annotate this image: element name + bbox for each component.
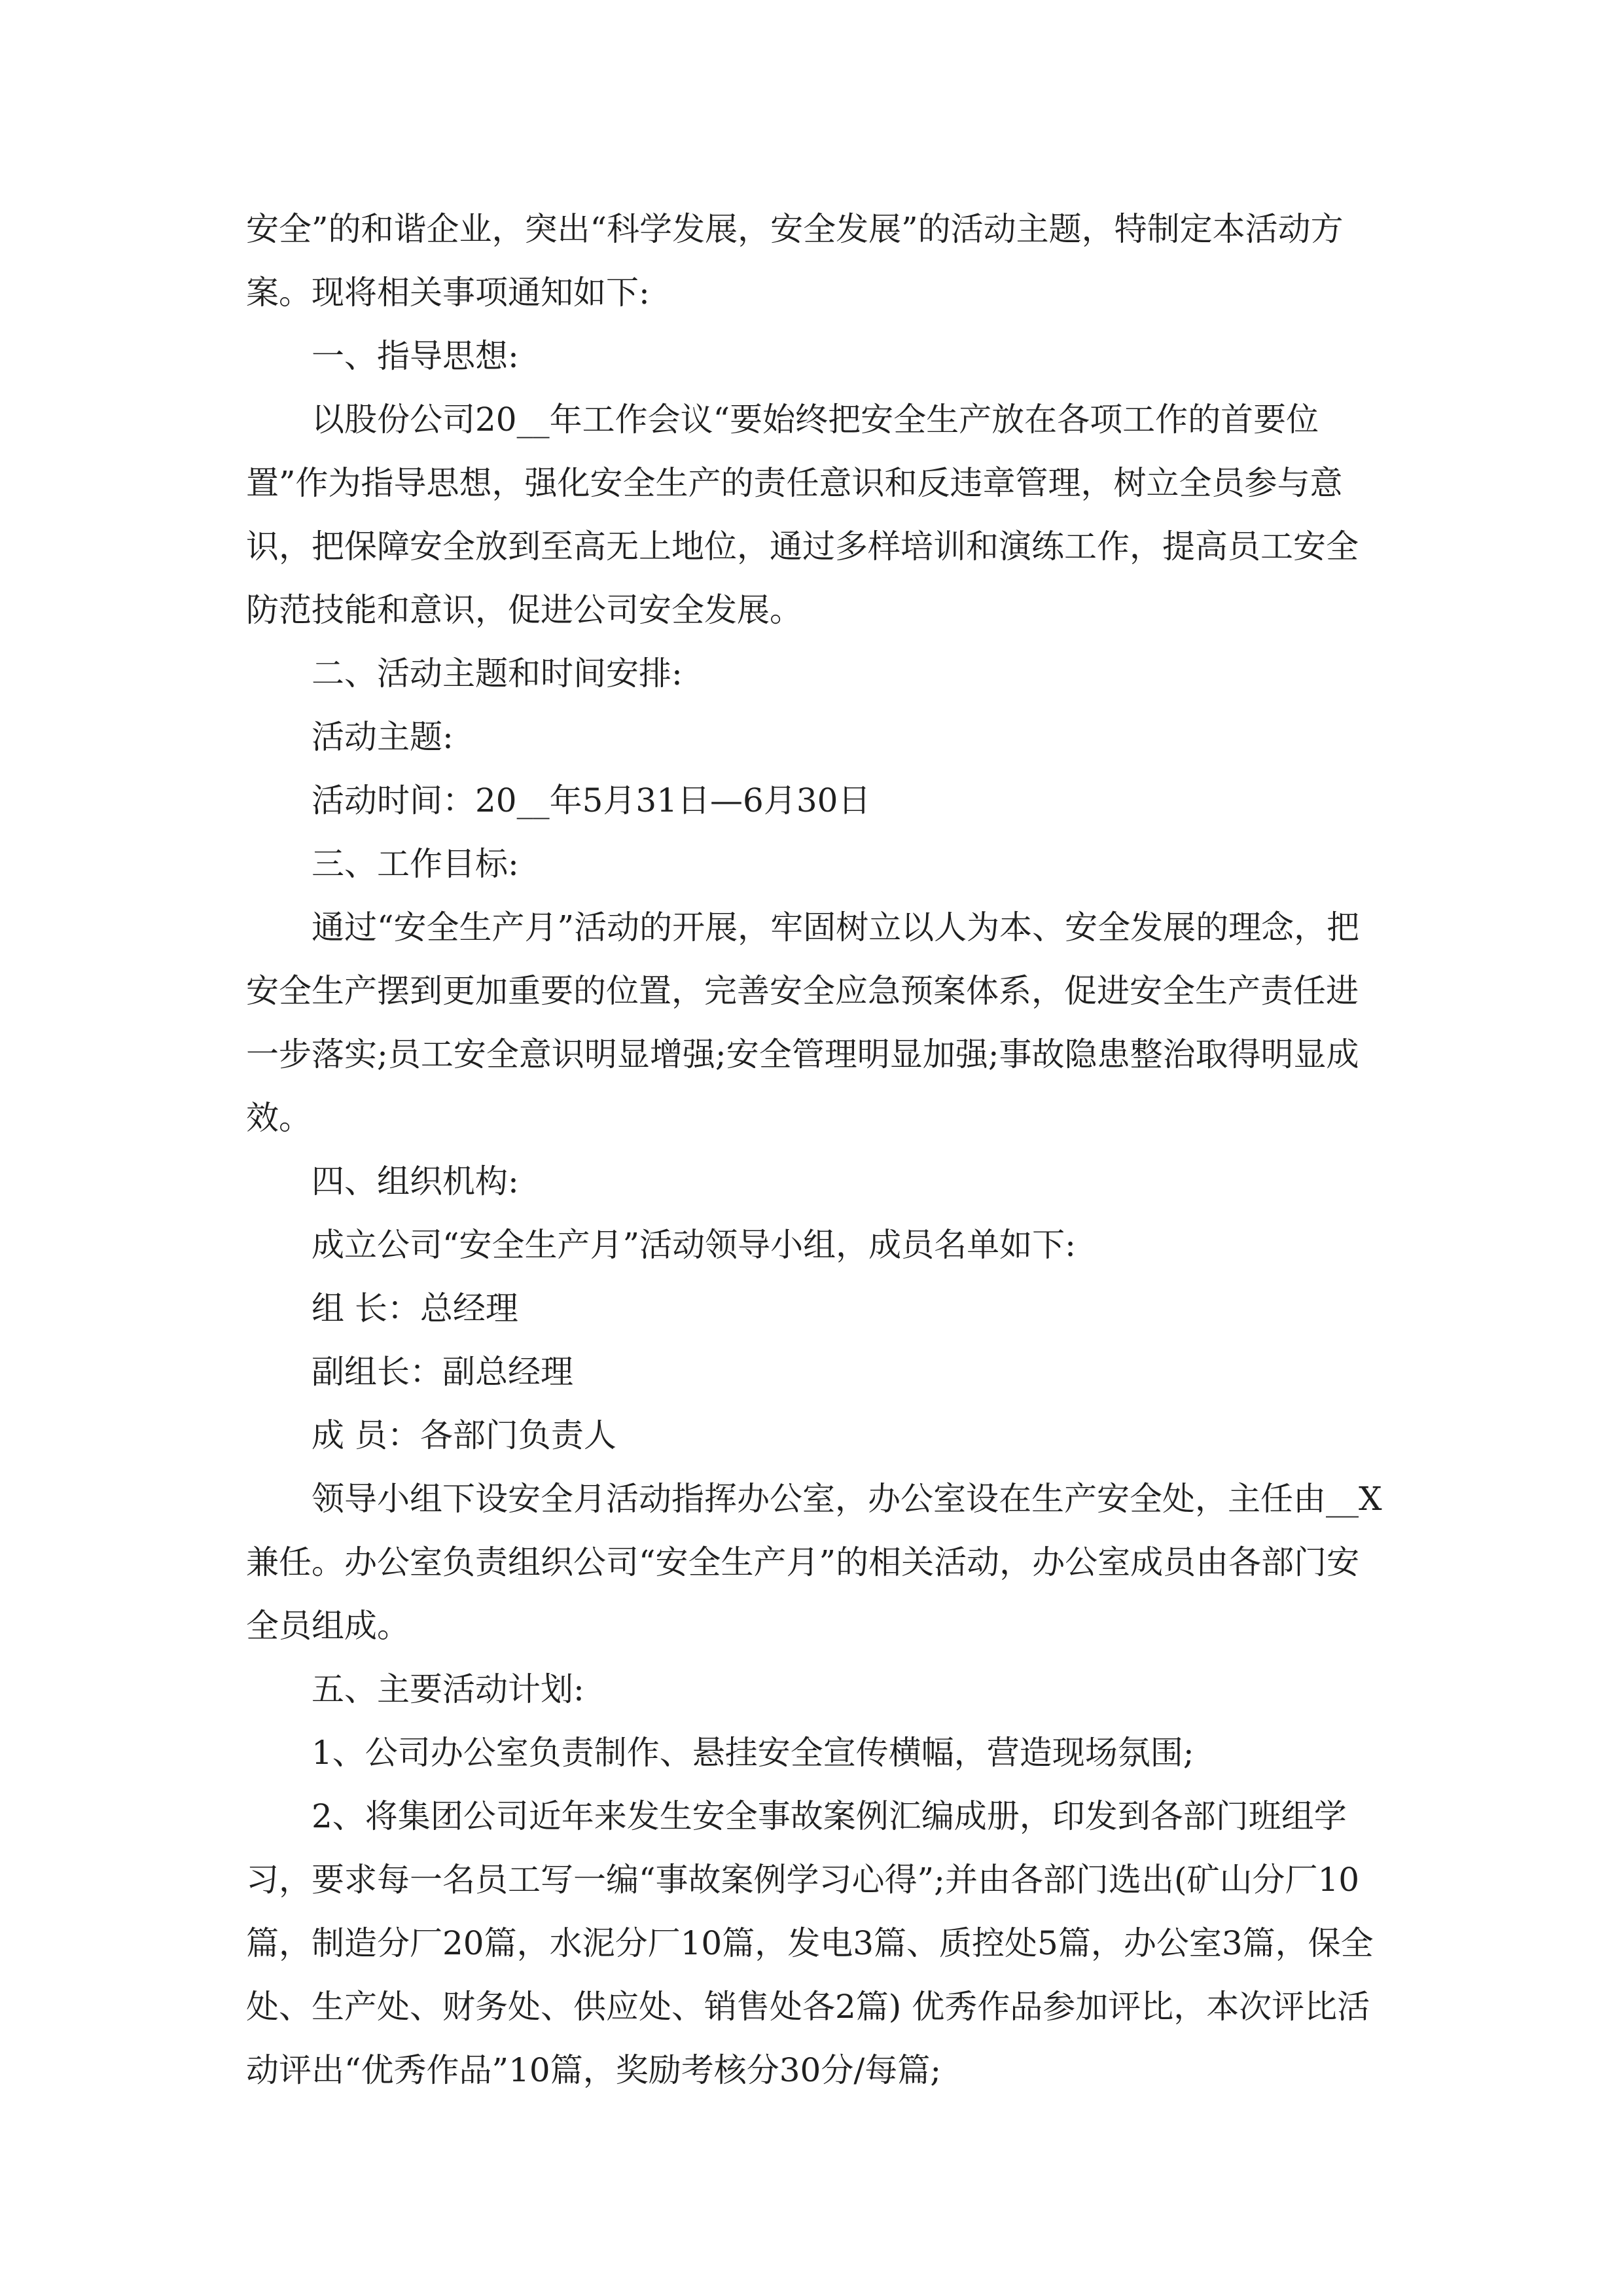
paragraph-office: 领导小组下设安全月活动指挥办公室，办公室设在生产安全处，主任由__X兼任。办公室负责组织公司“安全生产月”的相关活动，办公室成员由各部门安全员组成。 xyxy=(246,1480,1382,1645)
document-body xyxy=(246,198,1385,2102)
heading-guiding-ideology: 一、指导思想: xyxy=(312,337,519,375)
paragraph-work-goals: 通过“安全生产月”活动的开展，牢固树立以人为本、安全发展的理念，把安全生产摆到更加重要的位置，完善安全应急预案体系，促进安全生产责任进一步落实;员工安全意识明显增强;安全管理明显加强;事故隐患整治取得明显成效。 xyxy=(246,908,1360,1137)
line-members: 成 员：各部门负责人 xyxy=(312,1416,616,1454)
line-deputy-leader: 副组长：副总经理 xyxy=(312,1353,573,1391)
line-team-leader: 组 长：总经理 xyxy=(312,1289,518,1327)
line-activity-theme: 活动主题: xyxy=(312,718,454,756)
heading-work-goals: 三、工作目标: xyxy=(312,845,519,883)
paragraph-intro: 安全”的和谐企业，突出“科学发展，安全发展”的活动主题，特制定本活动方案。现将相关事项通知如下: xyxy=(246,210,1344,312)
line-activity-time: 活动时间：20__年5月31日—6月30日 xyxy=(312,781,871,819)
heading-activity-plan: 五、主要活动计划: xyxy=(312,1670,584,1708)
list-item-plan-2: 2、将集团公司近年来发生安全事故案例汇编成册，印发到各部门班组学习，要求每一名员工写一编“事故案例学习心得”;并由各部门选出(矿山分厂10篇，制造分厂20篇，水泥分厂10篇，发电3篇、质控处5篇，办公室3篇，保全处、生产处、财务处、供应处、销售处各2篇) 优秀作品参加评比，本次评比活动评出“优秀作品”10篇，奖励考核分30分/每篇; xyxy=(246,1797,1374,2089)
paragraph-organization-intro: 成立公司“安全生产月”活动领导小组，成员名单如下: xyxy=(312,1226,1076,1264)
heading-organization: 四、组织机构: xyxy=(312,1162,519,1200)
paragraph-guiding-ideology: 以股份公司20__年工作会议“要始终把安全生产放在各项工作的首要位置”作为指导思想，强化安全生产的责任意识和反违章管理，树立全员参与意识，把保障安全放到至高无上地位，通过多样培训和演练工作，提高员工安全防范技能和意识，促进公司安全发展。 xyxy=(246,401,1359,629)
heading-theme-schedule: 二、活动主题和时间安排: xyxy=(312,655,683,692)
list-item-plan-1: 1、公司办公室负责制作、悬挂安全宣传横幅，营造现场氛围; xyxy=(312,1734,1194,1772)
